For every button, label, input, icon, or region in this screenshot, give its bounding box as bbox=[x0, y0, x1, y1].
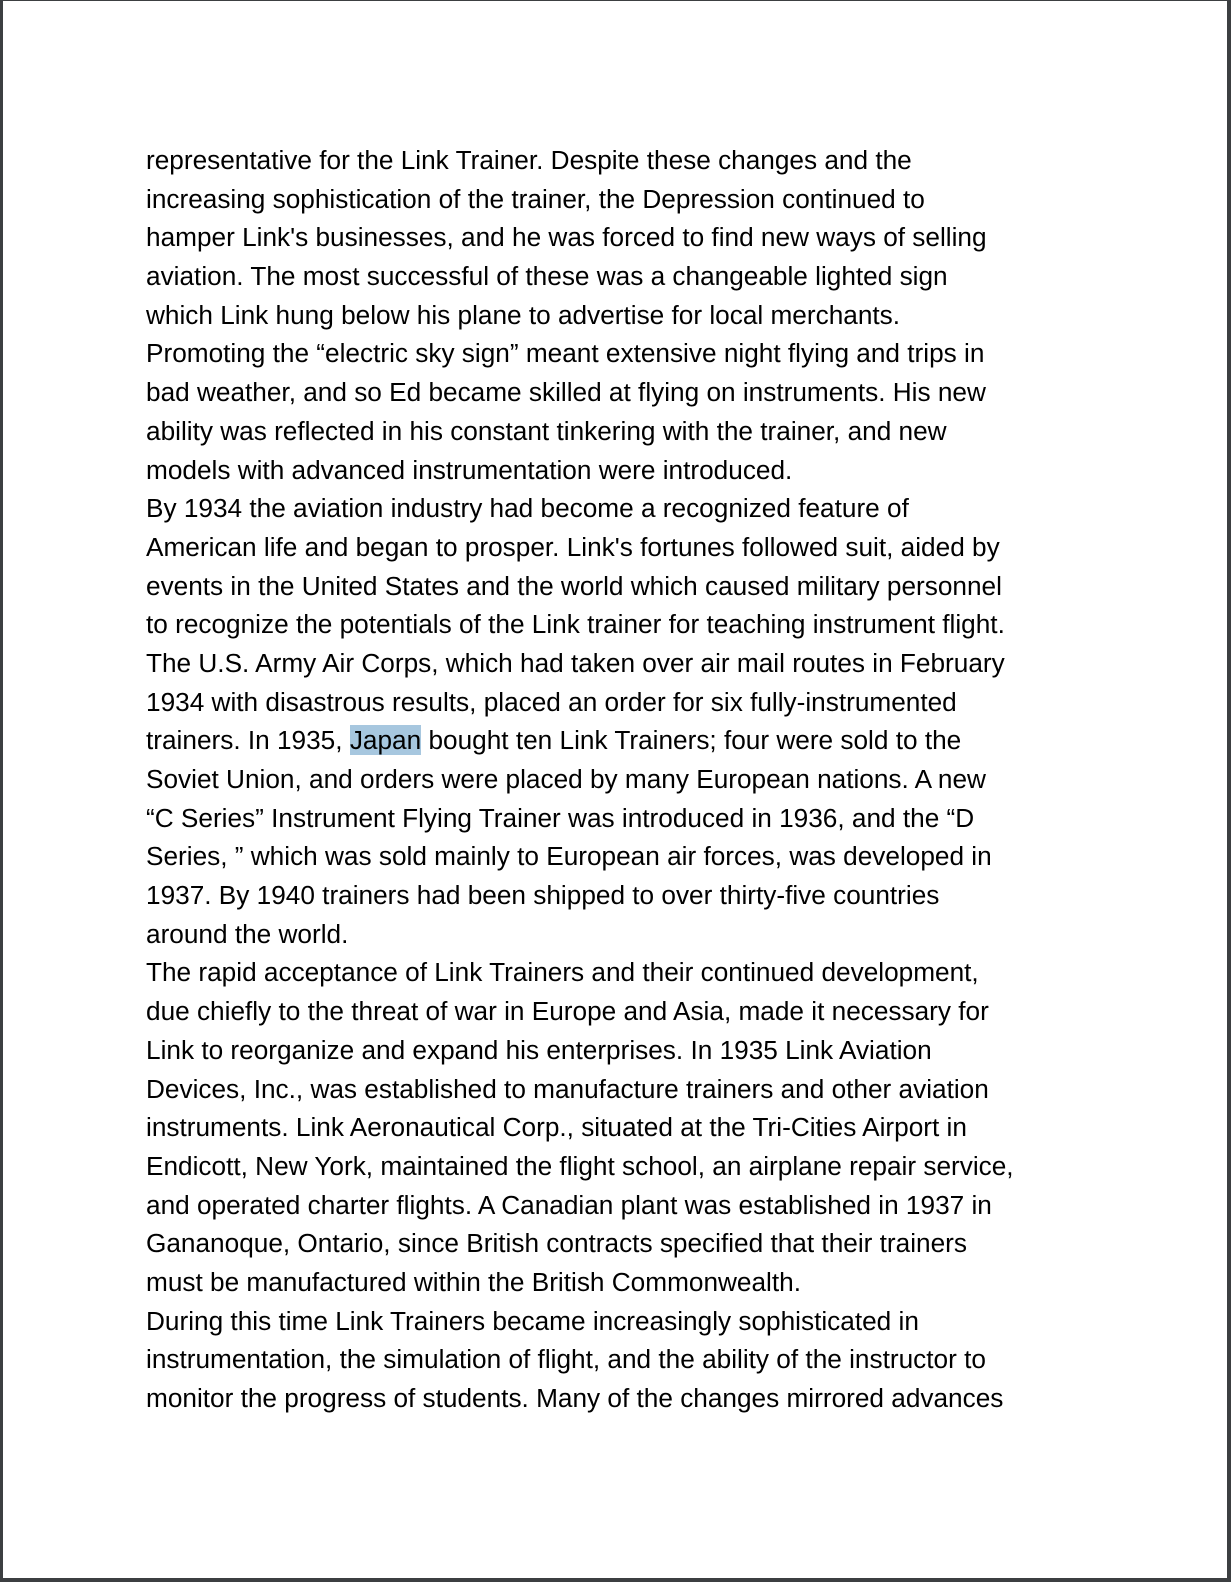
text-line: instruments. Link Aeronautical Corp., situated at the Tri-Cities Airport in bbox=[146, 1112, 967, 1143]
text-line: Soviet Union, and orders were placed by many European nations. A new bbox=[146, 764, 986, 794]
text-line: The rapid acceptance of Link Trainers and their continued development, bbox=[146, 957, 979, 988]
text-line: Series, ” which was sold mainly to European air forces, was developed in bbox=[146, 841, 992, 872]
paragraph-4 bbox=[146, 1302, 1126, 1418]
text-line: During this time Link Trainers became increasingly sophisticated in bbox=[146, 1305, 919, 1336]
text-line: instrumentation, the simulation of flight, and the ability of the instructor to bbox=[146, 1344, 986, 1375]
text-line: Link to reorganize and expand his enterprises. In 1935 Link Aviation bbox=[146, 1034, 932, 1065]
text-line: American life and began to prosper. Link's fortunes followed suit, aided by bbox=[146, 531, 1000, 562]
text-line: bad weather, and so Ed became skilled at flying on instruments. His new bbox=[146, 377, 986, 408]
text-line: must be manufactured within the British Commonwealth. bbox=[146, 1266, 801, 1297]
text-line: to recognize the potentials of the Link trainer for teaching instrument flight. bbox=[146, 609, 1005, 640]
text-line: events in the United States and the world which caused military personnel bbox=[146, 570, 1002, 601]
text-line: Endicott, New York, maintained the flight school, an airplane repair service, bbox=[146, 1150, 1014, 1181]
text-line: due chiefly to the threat of war in Europe and Asia, made it necessary for bbox=[146, 996, 989, 1027]
text-segment: trainers. In 1935, bbox=[146, 725, 350, 756]
text-line: “C Series” Instrument Flying Trainer was introduced in 1936, and the “D bbox=[146, 802, 975, 833]
text-line: which Link hung below his plane to advertise for local merchants. bbox=[146, 299, 901, 330]
text-segment: bought ten Link Trainers; four were sold to the bbox=[421, 725, 962, 756]
selected-text[interactable]: Japan bbox=[349, 725, 422, 756]
text-line: Promoting the “electric sky sign” meant extensive night flying and trips in bbox=[146, 338, 985, 369]
text-line: representative for the Link Trainer. Despite these changes and the bbox=[146, 145, 912, 175]
text-line: increasing sophistication of the trainer, the Depression continued to bbox=[146, 183, 925, 214]
text-line: ability was reflected in his constant tinkering with the trainer, and new bbox=[146, 415, 947, 446]
text-line: The U.S. Army Air Corps, which had taken over air mail routes in February bbox=[146, 647, 1005, 678]
text-line: hamper Link's businesses, and he was forced to find new ways of selling bbox=[146, 222, 987, 253]
text-line: By 1934 the aviation industry had become a recognized feature of bbox=[146, 493, 909, 524]
paragraph-3 bbox=[146, 953, 1126, 1301]
document-body bbox=[146, 141, 1126, 1418]
text-line: 1934 with disastrous results, placed an order for six fully-instrumented bbox=[146, 686, 957, 717]
text-line: and operated charter flights. A Canadian plant was established in 1937 in bbox=[146, 1189, 992, 1220]
document-page bbox=[3, 1, 1227, 1578]
text-line: around the world. bbox=[146, 918, 349, 949]
paragraph-2 bbox=[146, 489, 1126, 953]
text-line: Gananoque, Ontario, since British contracts specified that their trainers bbox=[146, 1228, 967, 1259]
text-line: Devices, Inc., was established to manufacture trainers and other aviation bbox=[146, 1073, 989, 1104]
text-line: models with advanced instrumentation were introduced. bbox=[146, 454, 793, 485]
text-line: 1937. By 1940 trainers had been shipped to over thirty-five countries bbox=[146, 880, 940, 911]
paragraph-1 bbox=[146, 141, 1126, 489]
text-line: monitor the progress of students. Many of the changes mirrored advances bbox=[146, 1383, 1004, 1413]
text-line-with-selection bbox=[146, 721, 1126, 760]
text-line: aviation. The most successful of these was a changeable lighted sign bbox=[146, 261, 948, 292]
